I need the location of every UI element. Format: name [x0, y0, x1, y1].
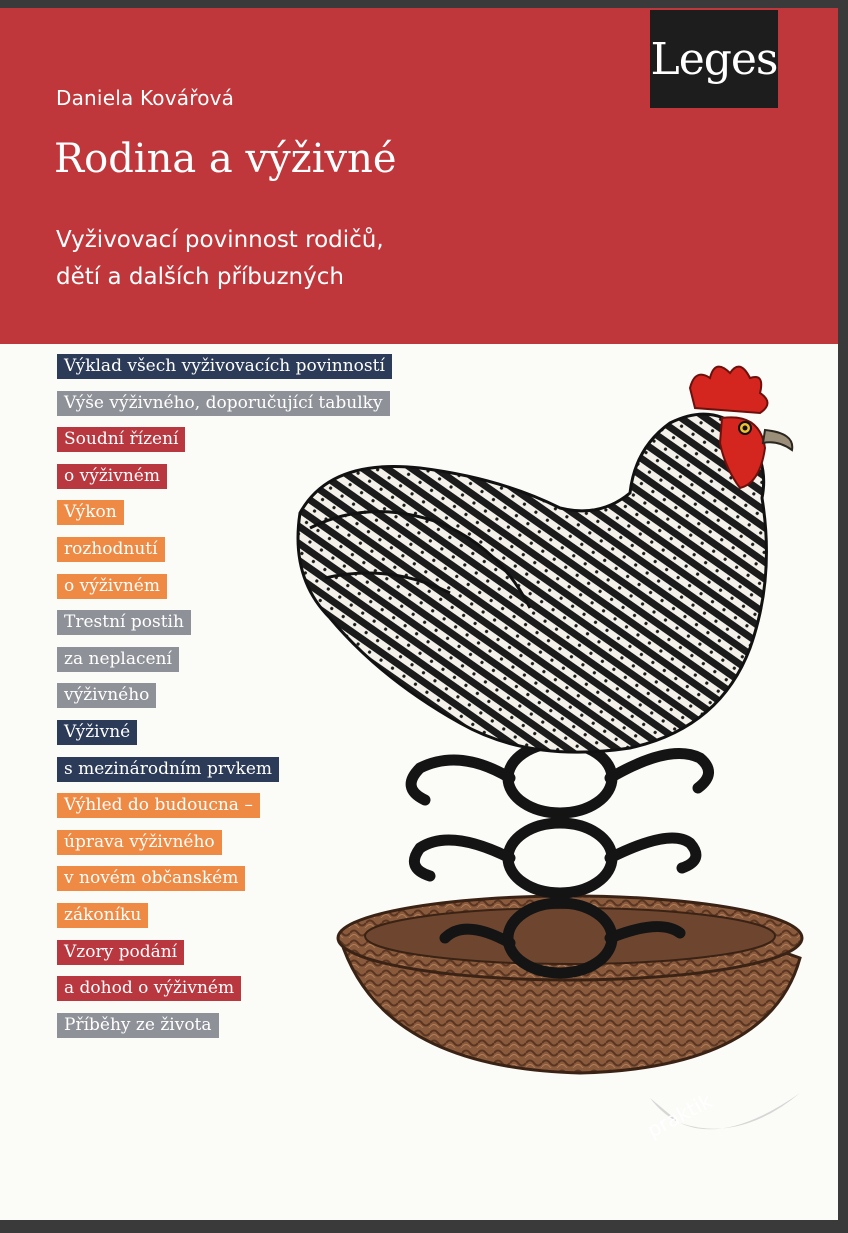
basket: [338, 896, 802, 1073]
praktik-series-badge: [640, 1068, 810, 1168]
topic-tag: o výživném: [57, 464, 167, 489]
book-subtitle: [56, 222, 384, 296]
book-title: Rodina a výživné: [54, 136, 397, 182]
topic-tag: v novém občanském: [57, 866, 245, 891]
subtitle-line: Vyživovací povinnost rodičů,: [56, 227, 384, 253]
hen: [298, 367, 792, 753]
topic-tag: výživného: [57, 683, 156, 708]
topic-tag: Příběhy ze života: [57, 1013, 219, 1038]
topic-tag: za neplacení: [57, 647, 179, 672]
author-name: Daniela Kovářová: [56, 86, 235, 110]
topic-tag: rozhodnutí: [57, 537, 165, 562]
publisher-logo: [650, 10, 778, 108]
topic-tag: Trestní postih: [57, 610, 191, 635]
topic-tag: Výše výživného, doporučující tabulky: [57, 391, 390, 416]
topic-tag: a dohod o výživném: [57, 976, 241, 1001]
topic-tag: Soudní řízení: [57, 427, 185, 452]
topic-tag: s mezinárodním prvkem: [57, 757, 279, 782]
topic-tag: Výživné: [57, 720, 137, 745]
topic-tag: Výhled do budoucna –: [57, 793, 260, 818]
topic-tag: úprava výživného: [57, 830, 222, 855]
topic-tag: Vzory podání: [57, 940, 184, 965]
series-name: praktik: [643, 1088, 716, 1143]
topic-tag: Výklad všech vyživovacích povinností: [57, 354, 392, 379]
topic-tag: zákoníku: [57, 903, 148, 928]
topic-tag: Výkon: [57, 500, 124, 525]
topic-tag: o výživném: [57, 574, 167, 599]
publisher-logo-text: Leges: [650, 33, 778, 85]
book-cover: [0, 8, 838, 1220]
subtitle-line: dětí a dalších příbuzných: [56, 264, 344, 290]
hen-on-basket-illustration: [270, 348, 810, 1088]
